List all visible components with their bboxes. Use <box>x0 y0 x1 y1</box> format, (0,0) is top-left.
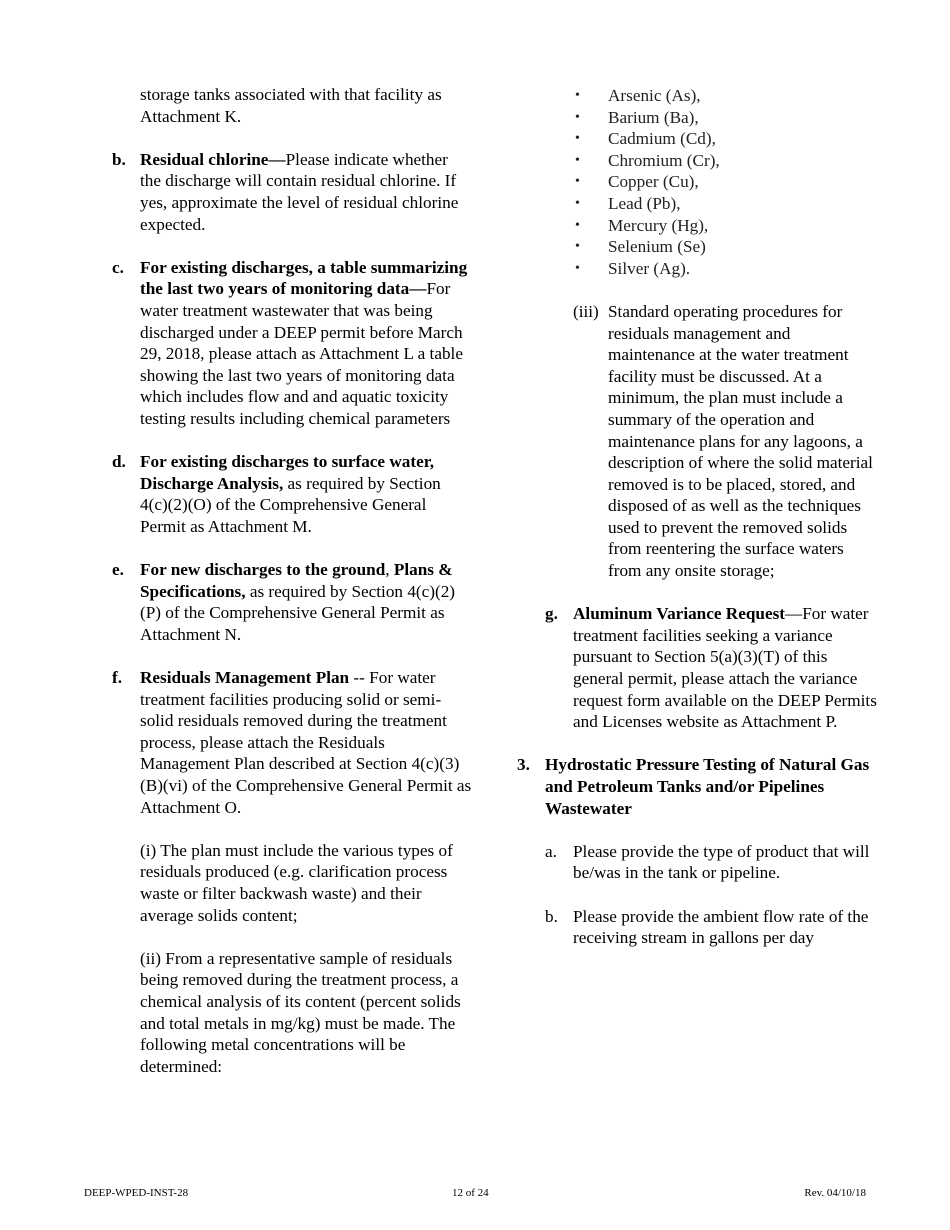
section-3-item-b <box>517 906 877 949</box>
metal-name: Mercury (Hg), <box>608 215 709 235</box>
item-c-text: For water treatment wastewater that was being discharged under a DEEP permit before March 29, 2018, please attach as Attachment L a table showing the last two years of monitoring data which includes flow and and aquatic toxicity testing results including chemical parameters <box>140 279 463 428</box>
bullet-icon: • <box>575 174 580 190</box>
list-item <box>575 107 877 129</box>
metal-name: Silver (Ag). <box>608 258 691 278</box>
bullet-icon: • <box>575 152 580 168</box>
item-f-iii <box>517 301 877 582</box>
item-f-text: -- For water treatment facilities producing solid or semi-solid residuals removed during the treatment process, please attach the Residuals Management Plan described at Section 4(c)(3)(B)(vi) of the Comprehensive General Permit as Attachment O. <box>140 668 472 817</box>
item-b <box>112 149 472 235</box>
bullet-icon: • <box>575 239 580 255</box>
item-e-text: as required by Section 4(c)(2)(P) of the Comprehensive General Permit as Attachment N. <box>140 581 456 644</box>
item-g-text: —For water treatment facilities seeking a variance pursuant to Section 5(a)(3)(T) of this general permit, please attach the variance request form available on the DEEP Permits and Licenses website as Attachment P. <box>573 604 877 732</box>
section-3-item-a-marker: a. <box>545 841 557 861</box>
item-e <box>112 559 472 645</box>
item-f-i: (i) The plan must include the various types of residuals produced (e.g. clarification process waste or filter backwash waste) and their average solids content; <box>140 840 453 925</box>
section-3-marker: 3. <box>517 755 530 775</box>
right-column <box>517 85 877 949</box>
bullet-icon: • <box>575 217 580 233</box>
item-c <box>112 257 472 430</box>
item-b-marker: b. <box>112 149 126 169</box>
metal-name: Arsenic (As), <box>608 86 701 105</box>
list-item <box>575 85 877 107</box>
metal-name: Cadmium (Cd), <box>608 129 716 149</box>
item-e-heading: For new discharges to the ground <box>140 560 386 580</box>
metal-name: Copper (Cu), <box>608 172 699 192</box>
item-e-heading-2: Plans & Specifications, <box>140 560 453 601</box>
section-3-item-a-text: Please provide the type of product that will be/was in the tank or pipeline. <box>573 841 870 883</box>
list-item <box>575 236 877 258</box>
bullet-icon: • <box>575 260 580 276</box>
item-g-marker: g. <box>545 604 558 624</box>
item-f-heading: Residuals Management Plan <box>140 668 350 688</box>
metals-list <box>517 85 877 279</box>
section-3-item-b-marker: b. <box>545 906 558 926</box>
bullet-icon: • <box>575 88 580 103</box>
item-e-comma: , <box>385 560 394 580</box>
footer-revision: Rev. 04/10/18 <box>804 1187 866 1199</box>
item-d-heading: For existing discharges to surface water, Discharge Analysis, <box>140 452 435 493</box>
item-b-heading: Residual chlorine— <box>140 149 286 169</box>
list-item <box>575 128 877 150</box>
item-f-ii: (ii) From a representative sample of residuals being removed during the treatment process, a chemical analysis of its content (percent solids and total metals in mg/kg) must be made. The following metal concentrations will be determined: <box>140 948 461 1076</box>
item-f-marker: f. <box>112 668 123 688</box>
list-item <box>575 150 877 172</box>
item-d <box>112 451 472 537</box>
item-d-text: as required by Section 4(c)(2)(O) of the Comprehensive General Permit as Attachment M. <box>140 473 441 536</box>
metal-name: Barium (Ba), <box>608 107 699 127</box>
list-item <box>575 171 877 193</box>
item-c-marker: c. <box>112 257 124 277</box>
list-item <box>575 258 877 280</box>
metal-name: Chromium (Cr), <box>608 150 720 170</box>
left-column <box>112 84 472 1077</box>
footer-page-number: 12 of 24 <box>452 1187 489 1199</box>
intro-paragraph: storage tanks associated with that facility as Attachment K. <box>140 85 442 126</box>
item-f-iii-text: Standard operating procedures for residuals management and maintenance at the water treatment facility must be discussed. At a minimum, the plan must include a summary of the operation and maintenance plans for any lagoons, a description of where the solid material removed is to be placed, stored, and disposed of as well as the techniques used to prevent the removed solids from reentering the surface waters from any onsite storage; <box>608 301 873 581</box>
item-f <box>112 667 472 818</box>
item-e-marker: e. <box>112 560 124 580</box>
metal-name: Lead (Pb), <box>608 193 681 213</box>
section-3-title: Hydrostatic Pressure Testing of Natural Gas and Petroleum Tanks and/or Pipelines Wastewater <box>545 755 870 818</box>
bullet-icon: • <box>575 195 580 211</box>
metal-name: Selenium (Se) <box>608 237 706 257</box>
section-3-heading <box>517 754 877 819</box>
item-b-text: Please indicate whether the discharge will contain residual chlorine. If yes, approximate the level of residual chlorine expected. <box>140 149 459 234</box>
bullet-icon: • <box>575 109 580 125</box>
footer-doc-id: DEEP-WPED-INST-28 <box>84 1187 189 1199</box>
list-item <box>575 215 877 237</box>
item-g <box>517 603 877 733</box>
item-g-heading: Aluminum Variance Request <box>573 604 785 624</box>
item-f-iii-marker: (iii) <box>573 301 599 321</box>
section-3-item-b-text: Please provide the ambient flow rate of the receiving stream in gallons per day <box>573 906 869 948</box>
list-item <box>575 193 877 215</box>
item-c-heading: For existing discharges, a table summarizing the last two years of monitoring data— <box>140 257 468 299</box>
section-3-item-a <box>517 841 877 884</box>
item-d-marker: d. <box>112 452 126 472</box>
bullet-icon: • <box>575 131 580 147</box>
